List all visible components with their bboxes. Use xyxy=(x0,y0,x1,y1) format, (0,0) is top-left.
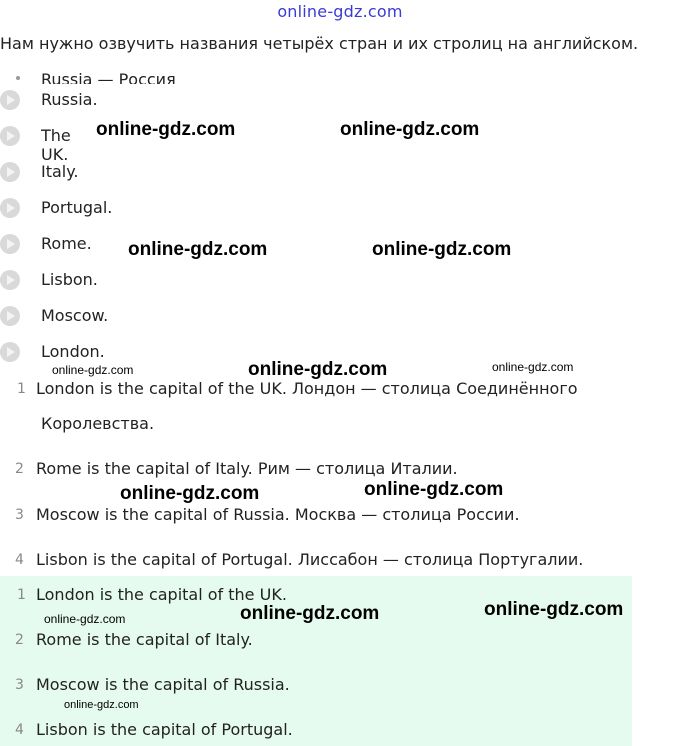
answer-number: 1 xyxy=(17,587,26,603)
watermark: online-gdz.com xyxy=(492,360,574,374)
watermark: online-gdz.com xyxy=(372,239,512,260)
watermark: online-gdz.com xyxy=(120,483,260,504)
sentence-number: 3 xyxy=(15,507,24,523)
audio-item-label: The UK. xyxy=(41,126,71,164)
sentence-text: London is the capital of the UK. Лондон — столица Соединённого xyxy=(36,379,578,398)
play-icon[interactable] xyxy=(0,162,20,182)
watermark: online-gdz.com xyxy=(484,599,624,620)
watermark: online-gdz.com xyxy=(44,612,126,626)
partial-list-item: Russia — Россия xyxy=(41,70,176,84)
play-icon[interactable] xyxy=(0,90,20,110)
sentence-text: Moscow is the capital of Russia. Москва — столица России. xyxy=(36,505,520,524)
sentence-number: 1 xyxy=(17,381,26,397)
answer-number: 2 xyxy=(15,632,24,648)
audio-item-label: Italy. xyxy=(41,162,79,181)
sentence-text: Lisbon is the capital of Portugal. Лиссабон — столица Португалии. xyxy=(36,550,584,569)
audio-item-label: Moscow. xyxy=(41,306,109,325)
task-intro: Нам нужно озвучить названия четырёх стран и их стролиц на английском. xyxy=(0,34,639,53)
audio-item-label: Russia. xyxy=(41,90,98,109)
watermark: online-gdz.com xyxy=(96,119,236,140)
answer-text: London is the capital of the UK. xyxy=(36,585,287,604)
sentence-text-continued: Королевства. xyxy=(41,414,155,433)
play-icon[interactable] xyxy=(0,342,20,362)
answer-text: Lisbon is the capital of Portugal. xyxy=(36,720,293,739)
play-icon[interactable] xyxy=(0,126,20,146)
answer-number: 4 xyxy=(15,722,24,738)
sentence-number: 4 xyxy=(15,552,24,568)
watermark: online-gdz.com xyxy=(240,603,380,624)
play-icon[interactable] xyxy=(0,234,20,254)
audio-item-label: Lisbon. xyxy=(41,270,98,289)
play-icon[interactable] xyxy=(0,198,20,218)
play-icon[interactable] xyxy=(0,306,20,326)
answer-number: 3 xyxy=(15,677,24,693)
sentence-number: 2 xyxy=(15,461,24,477)
audio-item-label: Rome. xyxy=(41,234,92,253)
sentence-text: Rome is the capital of Italy. Рим — столица Италии. xyxy=(36,459,458,478)
watermark: online-gdz.com xyxy=(128,239,268,260)
audio-item-label: London. xyxy=(41,342,105,361)
bullet-dot xyxy=(16,76,20,80)
watermark: online-gdz.com xyxy=(248,359,388,380)
audio-item-label: Portugal. xyxy=(41,198,113,217)
watermark: online-gdz.com xyxy=(340,119,480,140)
watermark: online-gdz.com xyxy=(64,699,139,711)
answer-text: Rome is the capital of Italy. xyxy=(36,630,253,649)
site-header[interactable]: online-gdz.com xyxy=(277,2,403,21)
watermark: online-gdz.com xyxy=(52,363,134,377)
play-icon[interactable] xyxy=(0,270,20,290)
watermark: online-gdz.com xyxy=(364,479,504,500)
answer-text: Moscow is the capital of Russia. xyxy=(36,675,290,694)
